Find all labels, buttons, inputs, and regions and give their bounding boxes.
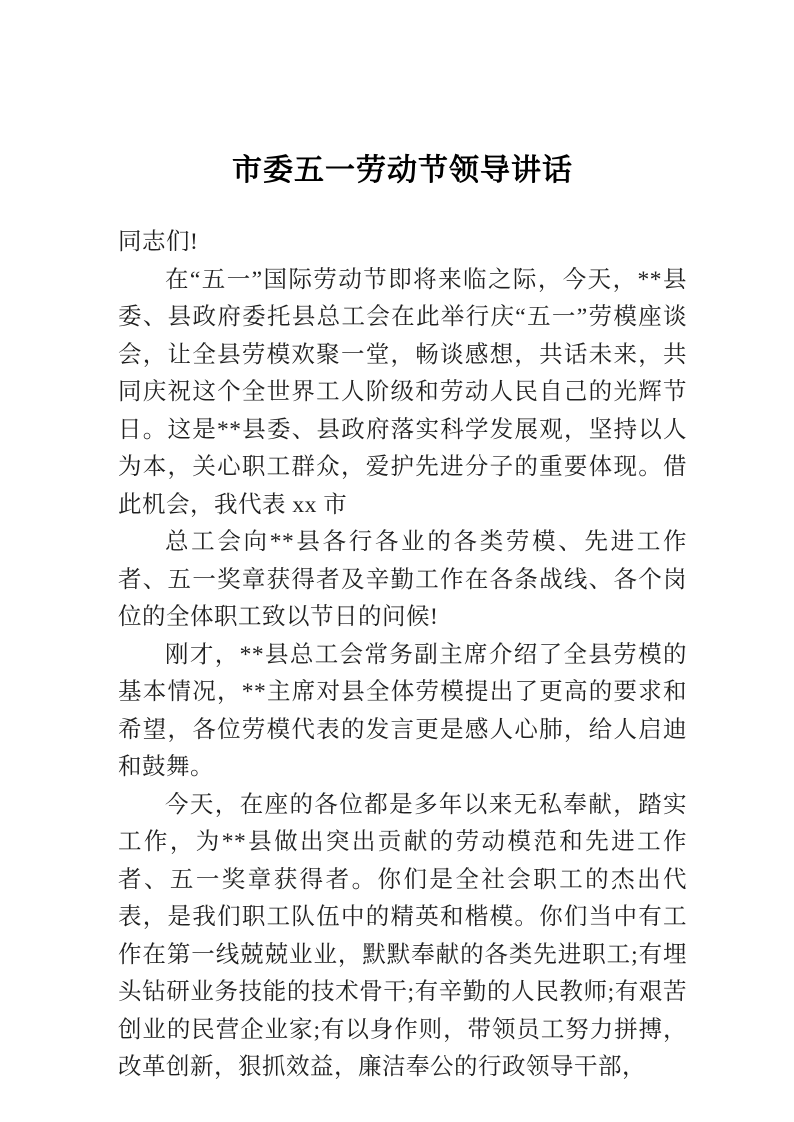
- document-title: 市委五一劳动节领导讲话: [232, 154, 573, 187]
- salutation: 同志们!: [118, 229, 199, 255]
- document-body: [118, 224, 687, 1087]
- paragraph: 今天，在座的各位都是多年以来无私奉献，踏实工作，为**县做出突出贡献的劳动模范和先进工作者、五一奖章获得者。你们是全社会职工的杰出代表，是我们职工队伍中的精英和楷模。你们当中有工作在第一线兢兢业业，默默奉献的各类先进职工;有埋头钻研业务技能的技术骨干;有辛勤的人民教师;有艰苦创业的民营企业家;有以身作则，带领员工努力拼搏，改革创新，狠抓效益，廉洁奉公的行政领导干部，: [118, 791, 687, 1080]
- paragraph: 刚才，**县总工会常务副主席介绍了全县劳模的基本情况，**主席对县全体劳模提出了更高的要求和希望，各位劳模代表的发言更是感人心肺，给人启迪和鼓舞。: [118, 641, 687, 780]
- paragraph: 在“五一”国际劳动节即将来临之际，今天，**县委、县政府委托县总工会在此举行庆“五一”劳模座谈会，让全县劳模欢聚一堂，畅谈感想，共话未来，共同庆祝这个全世界工人阶级和劳动人民自己的光辉节日。这是**县委、县政府落实科学发展观，坚持以人为本，关心职工群众，爱护先进分子的重要体现。借此机会，我代表 xx 市: [118, 266, 687, 518]
- paragraph: 总工会向**县各行各业的各类劳模、先进工作者、五一奖章获得者及辛勤工作在各条战线、各个岗位的全体职工致以节日的问候!: [118, 529, 687, 630]
